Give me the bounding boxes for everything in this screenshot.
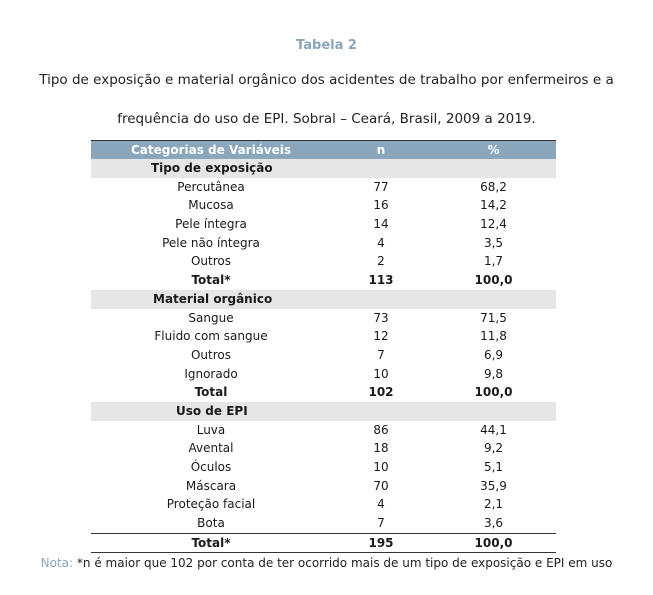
table-row xyxy=(91,421,556,440)
section-title: Tipo de exposição xyxy=(151,161,273,175)
table-title: Tabela 2 xyxy=(296,38,357,53)
table-row xyxy=(91,327,556,346)
note-text: *n é maior que 102 por conta de ter ocorrido mais de um tipo de exposição e EPI em uso xyxy=(76,556,613,570)
section-header xyxy=(91,159,556,178)
row-percent: 12,4 xyxy=(480,217,507,232)
table-row xyxy=(91,477,556,496)
table-row xyxy=(91,458,556,477)
row-percent: 3,5 xyxy=(483,235,504,250)
row-label: Outros xyxy=(190,254,232,269)
total-row xyxy=(91,533,556,553)
row-percent: 1,7 xyxy=(483,254,504,269)
row-label: Máscara xyxy=(185,478,237,493)
row-label: Pele íntegra xyxy=(175,217,247,232)
table-caption-line-1: Tipo de exposição e material orgânico dos acidentes de trabalho por enfermeiros e a xyxy=(39,72,614,88)
row-n: 12 xyxy=(373,329,389,344)
row-label: Proteção facial xyxy=(166,497,256,512)
table-row xyxy=(91,439,556,458)
total-n: 113 xyxy=(368,273,394,288)
row-n: 18 xyxy=(373,441,389,456)
row-n: 7 xyxy=(377,347,385,362)
row-percent: 6,9 xyxy=(483,347,504,362)
row-label: Fluido com sangue xyxy=(154,329,268,344)
row-label: Sangue xyxy=(188,310,234,325)
note-label: Nota: xyxy=(40,556,74,570)
total-row xyxy=(91,383,556,402)
total-percent: 100,0 xyxy=(474,273,513,288)
row-n: 7 xyxy=(377,516,385,531)
section-title: Material orgânico xyxy=(153,291,273,306)
row-percent: 44,1 xyxy=(480,422,507,437)
row-n: 2 xyxy=(377,254,385,269)
total-percent: 100,0 xyxy=(474,535,513,550)
row-label: Óculos xyxy=(190,460,232,474)
total-n: 102 xyxy=(368,385,394,400)
row-label: Percutânea xyxy=(177,179,245,194)
row-n: 4 xyxy=(377,497,385,512)
table-row xyxy=(91,309,556,328)
table-row xyxy=(91,365,556,384)
row-percent: 68,2 xyxy=(480,179,507,194)
section-header xyxy=(91,402,556,421)
row-label: Outros xyxy=(190,347,232,362)
row-n: 10 xyxy=(373,460,389,474)
data-table xyxy=(91,140,556,553)
header-n: n xyxy=(376,143,386,157)
table-row xyxy=(91,514,556,533)
table-note xyxy=(0,556,653,570)
row-label: Bota xyxy=(197,516,225,531)
table-row xyxy=(91,252,556,271)
row-percent: 71,5 xyxy=(480,310,507,325)
row-n: 73 xyxy=(373,310,389,325)
row-percent: 35,9 xyxy=(480,478,507,493)
section-header xyxy=(91,290,556,309)
total-row xyxy=(91,271,556,290)
row-n: 70 xyxy=(373,478,389,493)
row-percent: 3,6 xyxy=(483,516,504,531)
total-percent: 100,0 xyxy=(474,385,513,400)
row-percent: 11,8 xyxy=(480,329,507,344)
table-caption-line-2: frequência do uso de EPI. Sobral – Ceará, Brasil, 2009 a 2019. xyxy=(117,111,536,127)
total-label: Total* xyxy=(191,273,231,288)
table-row xyxy=(91,196,556,215)
row-label: Pele não íntegra xyxy=(162,235,260,250)
table-row xyxy=(91,215,556,234)
row-label: Avental xyxy=(188,441,234,456)
row-percent: 5,1 xyxy=(483,460,504,474)
row-percent: 2,1 xyxy=(483,497,504,512)
row-label: Luva xyxy=(196,422,226,437)
row-label: Ignorado xyxy=(184,366,238,381)
row-percent: 14,2 xyxy=(480,198,507,213)
table-row xyxy=(91,178,556,197)
table-row xyxy=(91,495,556,514)
table-header-row xyxy=(91,141,556,159)
section-title: Uso de EPI xyxy=(176,403,248,418)
total-label: Total* xyxy=(191,535,231,550)
table-row xyxy=(91,234,556,253)
total-label: Total xyxy=(194,385,228,400)
row-n: 10 xyxy=(373,366,389,381)
row-n: 77 xyxy=(373,179,389,194)
row-n: 14 xyxy=(373,217,389,232)
header-category: Categorias de Variáveis xyxy=(130,143,292,157)
row-label: Mucosa xyxy=(188,198,234,213)
row-percent: 9,2 xyxy=(483,441,504,456)
row-percent: 9,8 xyxy=(483,366,504,381)
header-percent: % xyxy=(487,143,500,157)
row-n: 16 xyxy=(373,198,389,213)
table-row xyxy=(91,346,556,365)
row-n: 86 xyxy=(373,422,389,437)
row-n: 4 xyxy=(377,235,385,250)
total-n: 195 xyxy=(368,535,394,550)
